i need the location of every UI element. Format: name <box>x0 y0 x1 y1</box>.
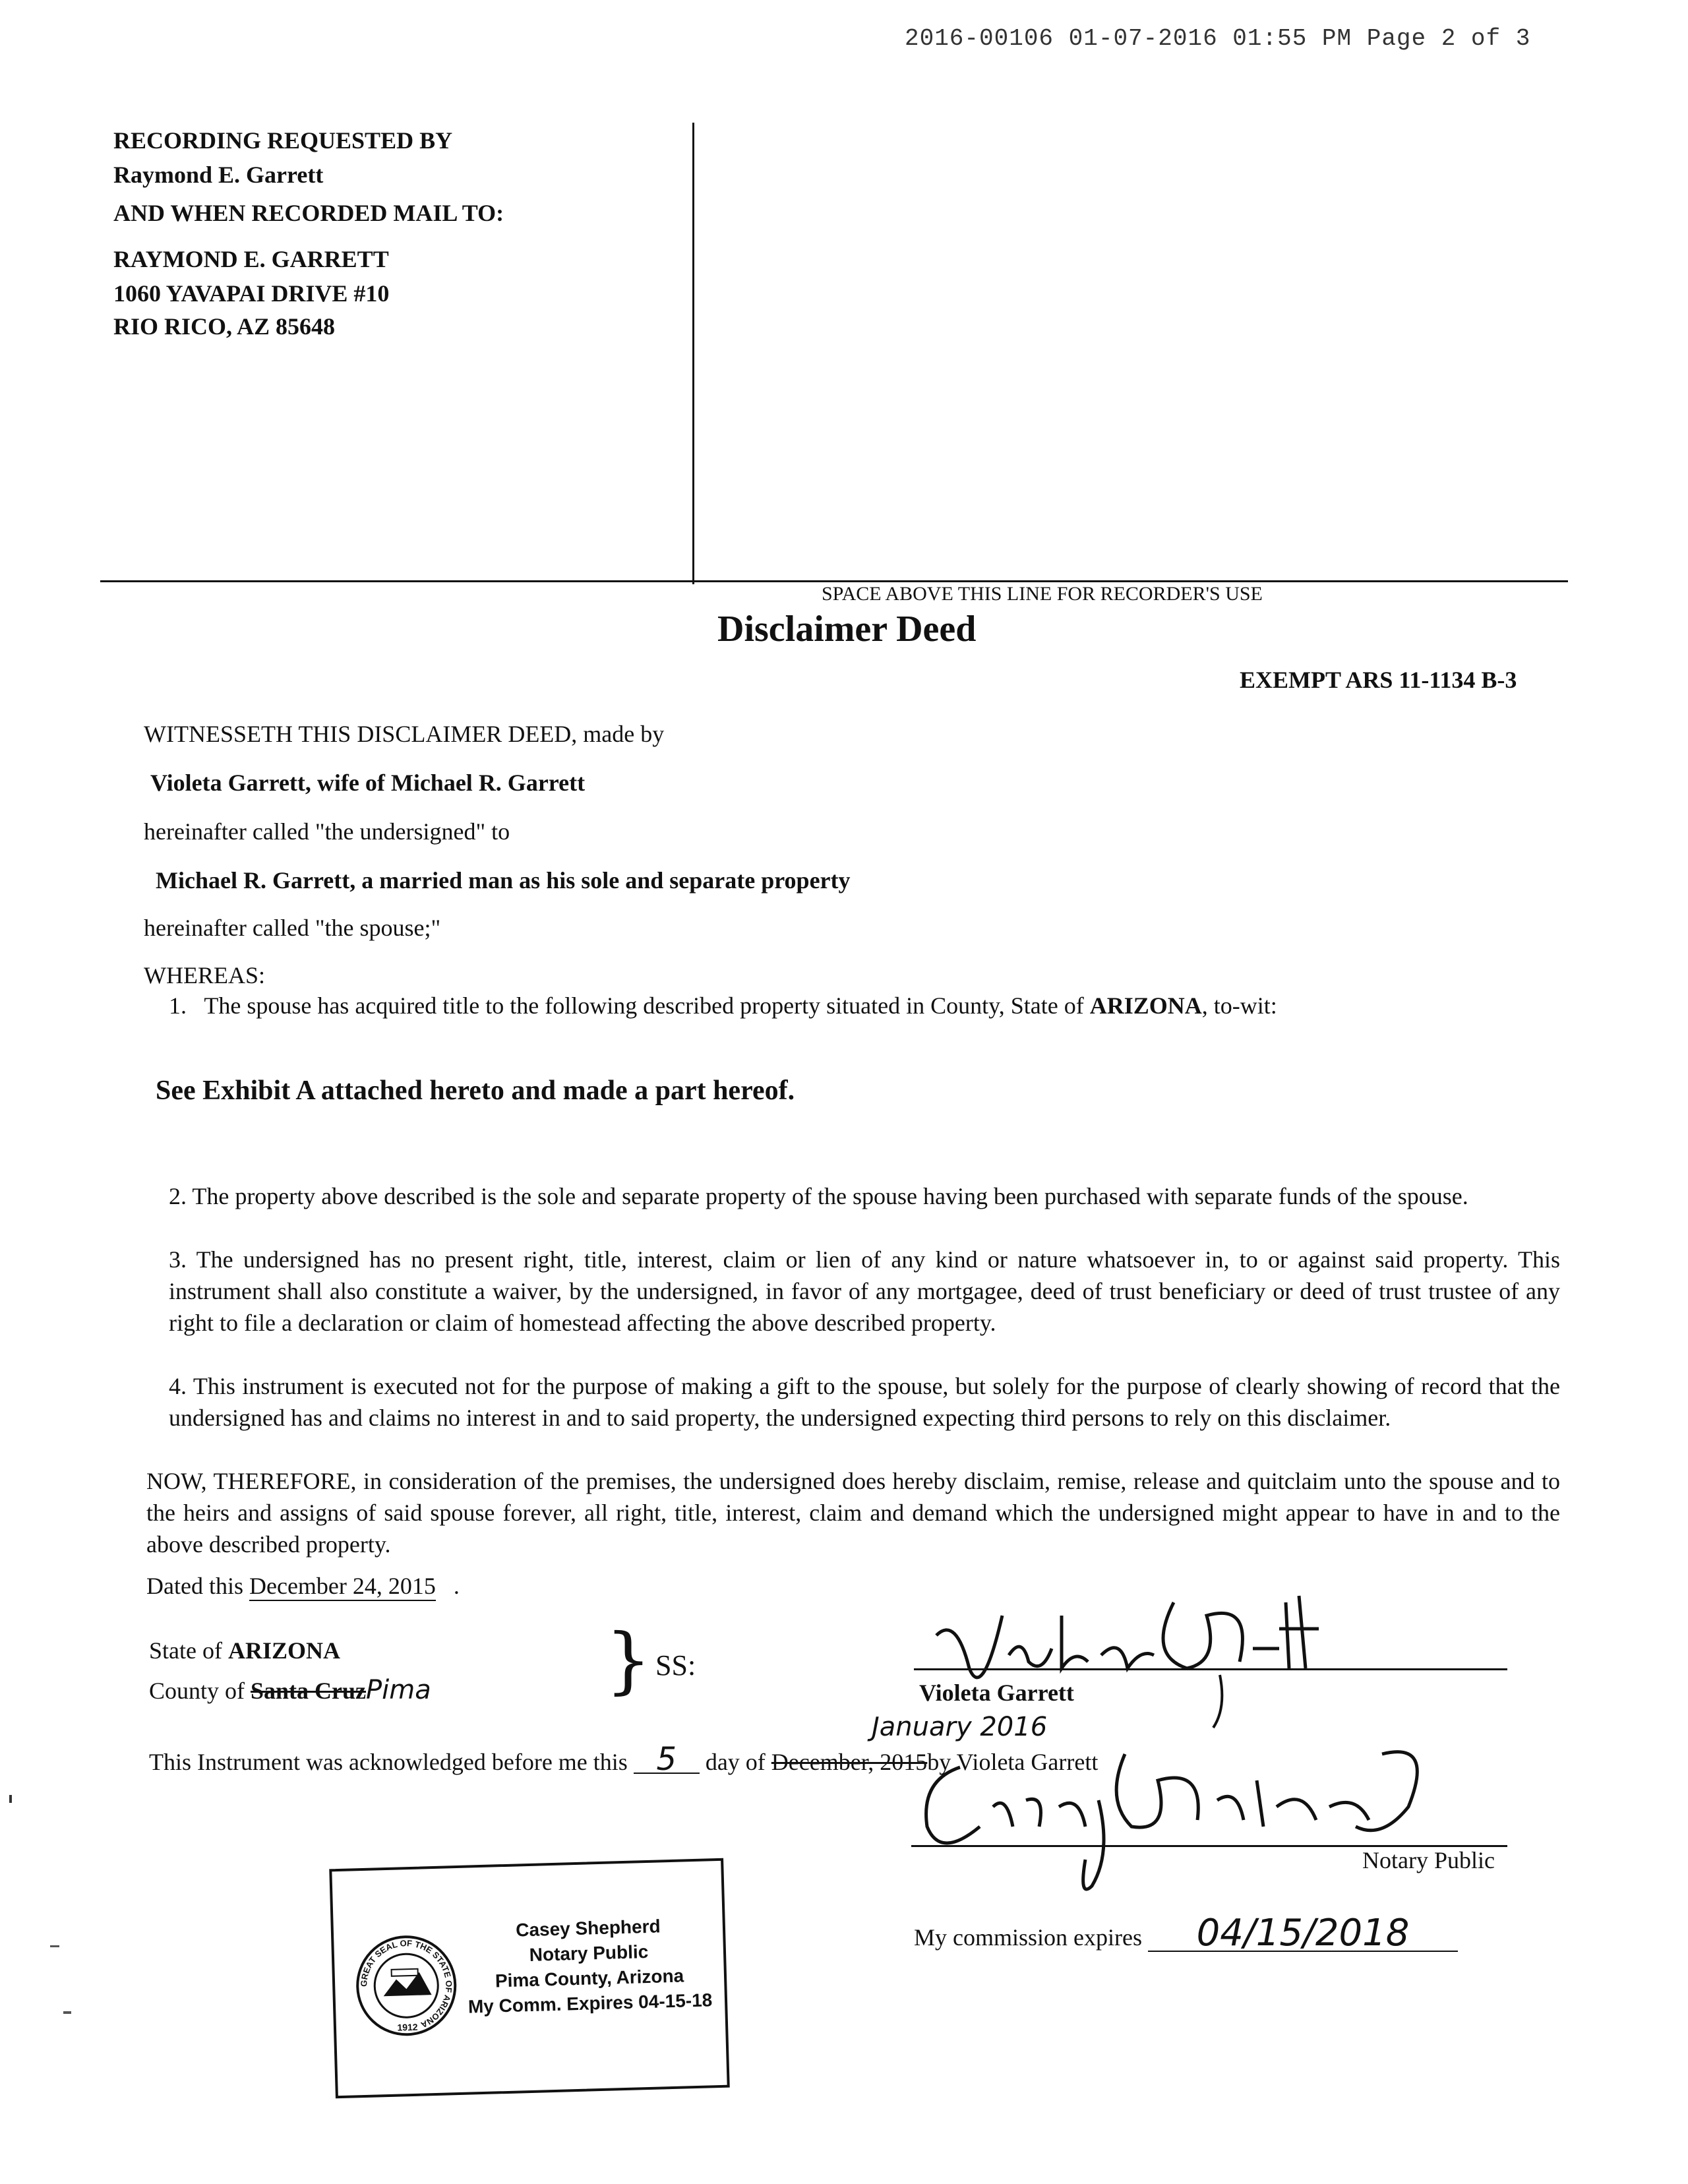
ack-month-struck: December, 2015 <box>771 1749 928 1775</box>
grantee-name: Michael R. Garrett, a married man as his sole and separate property <box>156 867 851 894</box>
county-label: County of <box>149 1678 251 1704</box>
recording-divider-vertical <box>692 123 694 584</box>
seal-ring-text: GREAT SEAL OF THE STATE OF ARIZONA <box>359 1938 454 2030</box>
ack-by: by Violeta Garrett <box>927 1749 1099 1775</box>
item-1-text: The spouse has acquired title to the following described property situated in County, State of <box>204 992 1090 1019</box>
notary-public-label: Notary Public <box>1362 1847 1495 1873</box>
item-3: 3. The undersigned has no present right, title, interest, claim or lien of any kind or nature whatsoever in, to or against said property. This instrument shall also constitute a waiver, by the undersigned, in favor of any mortgagee, deed of trust beneficiary or deed of trust trustee of any right to file a declaration or claim of homestead affecting the above described property. <box>169 1246 1560 1336</box>
mail-name: RAYMOND E. GARRETT <box>113 246 389 272</box>
state-seal-icon <box>352 1931 460 2040</box>
dated-value: December 24, 2015 <box>249 1572 436 1601</box>
margin-mark <box>50 1945 59 1947</box>
item-1-text-end: , to-wit: <box>1201 992 1277 1019</box>
item-4: 4. This instrument is executed not for the purpose of making a gift to the spouse, but solely for the purpose of clearly showing of record that the undersigned has and claims no interest in and to said property, the undersigned expecting third persons to rely on this disclaimer. <box>169 1373 1560 1431</box>
ss-label: SS: <box>655 1649 696 1682</box>
ack-text-start: This Instrument was acknowledged before me this <box>149 1749 634 1775</box>
recorder-space-label: SPACE ABOVE THIS LINE FOR RECORDER'S USE <box>822 583 1263 605</box>
exhibit-reference: See Exhibit A attached hereto and made a part hereof. <box>156 1076 795 1106</box>
spouse-line: hereinafter called "the spouse;" <box>144 915 441 941</box>
exempt-label: EXEMPT ARS 11-1134 B-3 <box>1240 667 1517 693</box>
seal-county: Pima County, Arizona <box>495 1965 684 1991</box>
seal-text-block <box>465 1912 713 2019</box>
signature-violeta <box>910 1576 1332 1734</box>
grantor-name: Violeta Garrett, wife of Michael R. Garrett <box>150 770 586 796</box>
commission-value: 04/15/2018 <box>1148 1916 1458 1952</box>
commission-line <box>914 1912 1458 1955</box>
now-therefore-paragraph: NOW, THEREFORE, in consideration of the premises, the undersigned does hereby disclaim, remise, release and quitclaim unto the spouse and to the heirs and assigns of said spouse forever, all right, title, interest, claim and demand which the undersigned might appear to have in and to the above described property. <box>146 1468 1560 1558</box>
ack-month-handwritten: January 2016 <box>872 1712 1048 1742</box>
margin-mark <box>9 1795 12 1803</box>
state-value: ARIZONA <box>227 1637 340 1664</box>
seal-year: 1912 <box>397 2021 418 2033</box>
notary-seal-stamp <box>329 1858 729 2099</box>
item-1-number: 1. <box>169 992 187 1019</box>
item-2: 2. The property above described is the sole and separate property of the spouse having been purchased with separate funds of the spouse. <box>169 1183 1468 1209</box>
mail-to-label: AND WHEN RECORDED MAIL TO: <box>113 200 504 226</box>
county-handwritten: Pima <box>366 1675 431 1705</box>
document-title: Disclaimer Deed <box>717 609 977 650</box>
item-1 <box>169 992 1277 1019</box>
undersigned-line: hereinafter called "the undersigned" to <box>144 818 510 845</box>
ack-text-mid: day of <box>699 1749 771 1775</box>
county-line <box>149 1675 431 1705</box>
whereas-heading: WHEREAS: <box>144 962 265 988</box>
dated-label: Dated this <box>146 1573 249 1599</box>
seal-notary-title: Notary Public <box>529 1941 649 1965</box>
recording-requested-name: Raymond E. Garrett <box>113 162 324 188</box>
recording-stamp: 2016-00106 01-07-2016 01:55 PM Page 2 of 3 <box>905 25 1531 52</box>
signer-name: Violeta Garrett <box>919 1680 1074 1706</box>
item-1-state: ARIZONA <box>1089 992 1202 1019</box>
brace-icon: } <box>605 1618 651 1702</box>
mail-street: 1060 YAVAPAI DRIVE #10 <box>113 280 390 307</box>
margin-mark <box>63 2011 71 2014</box>
commission-label: My commission expires <box>914 1924 1148 1951</box>
dated-line <box>146 1572 460 1601</box>
ack-day: 5 <box>634 1746 700 1774</box>
dated-end: . <box>447 1573 460 1599</box>
seal-notary-name: Casey Shepherd <box>515 1916 661 1941</box>
county-struck: Santa Cruz <box>251 1678 367 1704</box>
seal-expiry: My Comm. Expires 04-15-18 <box>467 1989 713 2017</box>
mail-city: RIO RICO, AZ 85648 <box>113 313 336 340</box>
recording-requested-label: RECORDING REQUESTED BY <box>113 127 453 154</box>
state-label: State of <box>149 1637 228 1664</box>
recorder-line <box>100 580 1568 582</box>
witnesseth-line: WITNESSETH THIS DISCLAIMER DEED, made by <box>144 721 665 747</box>
state-line <box>149 1637 340 1664</box>
